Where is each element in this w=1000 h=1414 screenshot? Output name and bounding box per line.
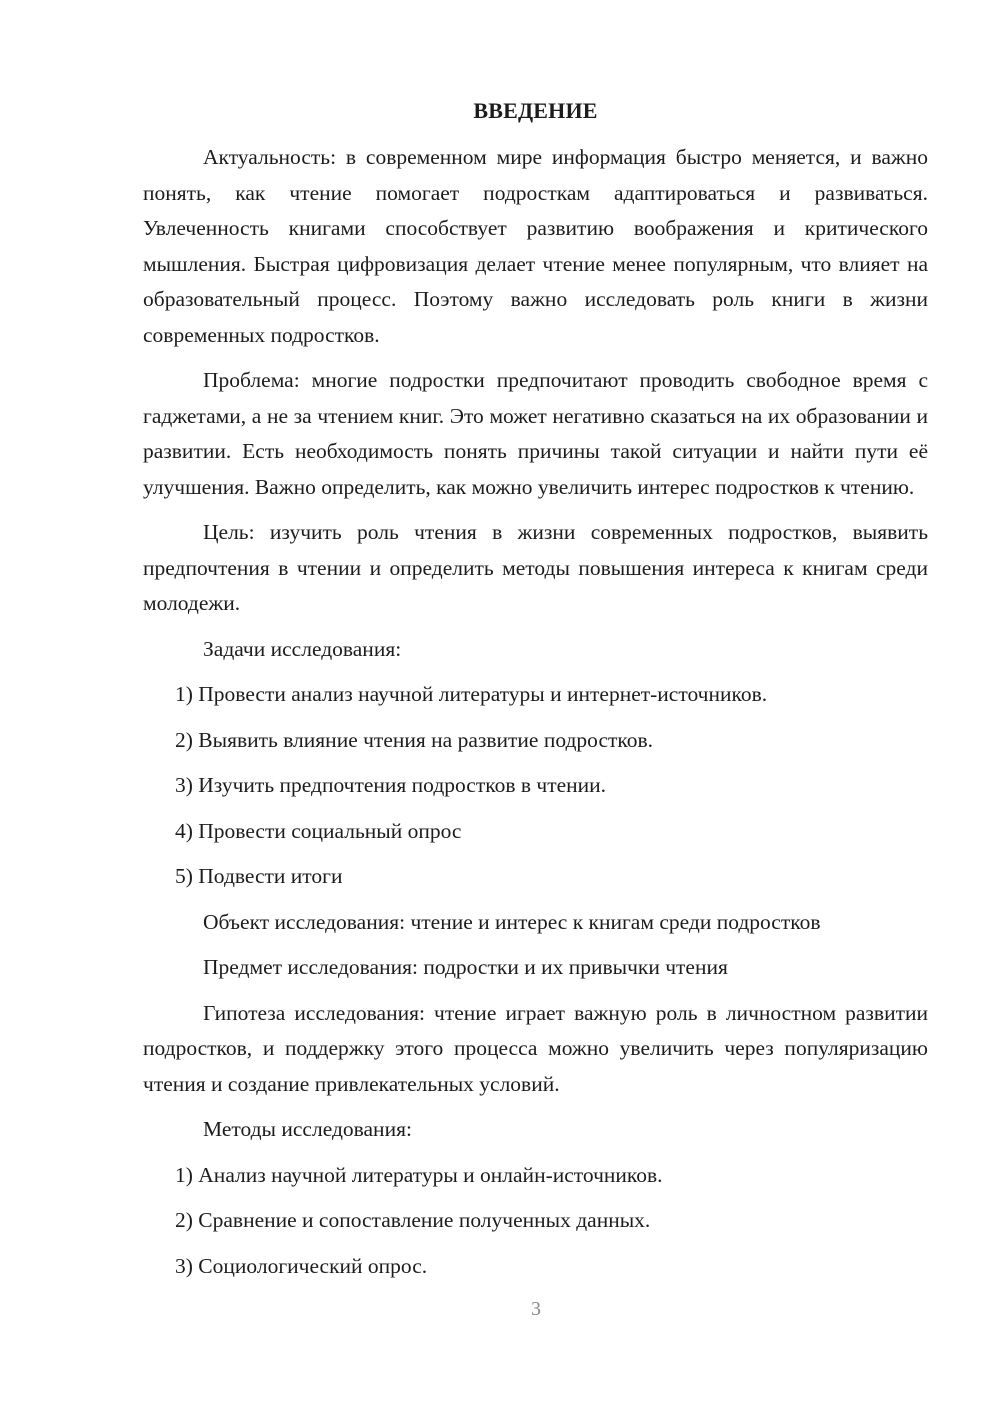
method-item: 3) Социологический опрос. xyxy=(175,1253,428,1278)
method-item: 1) Анализ научной литературы и онлайн-источников. xyxy=(175,1162,663,1187)
methods-heading: Методы исследования: xyxy=(203,1117,412,1141)
research-object: Объект исследования: чтение и интерес к книгам среди подростков xyxy=(203,909,821,934)
task-item: 1) Провести анализ научной литературы и интернет-источников. xyxy=(175,682,768,706)
page-number: 3 xyxy=(531,1298,541,1320)
tasks-heading: Задачи исследования: xyxy=(203,636,402,661)
task-item: 3) Изучить предпочтения подростков в чтении. xyxy=(175,773,607,797)
problem-paragraph: Проблема: многие подростки предпочитают проводить свободное время с гаджетами, а не за чтением книг. Это может негативно сказаться на их образовании и развитии. Есть необходимость понять причины такой ситуации и найти пути её улучшения. Важно определить, как можно увеличить интерес подростков к чтению. xyxy=(143,368,928,499)
page-title: ВВЕДЕНИЕ xyxy=(473,98,598,123)
page-content xyxy=(143,94,928,1294)
research-subject: Предмет исследования: подростки и их привычки чтения xyxy=(203,955,728,979)
relevance-paragraph: Актуальность: в современном мире информация быстро меняется, и важно понять, как чтение помогает подросткам адаптироваться и развиваться. Увлеченность книгами способствует развитию воображения и критического мышления. Быстрая цифровизация делает чтение менее популярным, что влияет на образовательный процесс. Поэтому важно исследовать роль книги в жизни современных подростков. xyxy=(143,145,928,347)
task-item: 5) Подвести итоги xyxy=(175,864,343,888)
task-item: 2) Выявить влияние чтения на развитие подростков. xyxy=(175,727,654,752)
method-item: 2) Сравнение и сопоставление полученных данных. xyxy=(175,1208,651,1232)
task-item: 4) Провести социальный опрос xyxy=(175,818,462,843)
hypothesis-paragraph: Гипотеза исследования: чтение играет важную роль в личностном развитии подростков, и поддержку этого процесса можно увеличить через популяризацию чтения и создание привлекательных условий. xyxy=(143,1000,928,1096)
goal-paragraph: Цель: изучить роль чтения в жизни современных подростков, выявить предпочтения в чтении и определить методы повышения интереса к книгам среди молодежи. xyxy=(143,520,928,615)
